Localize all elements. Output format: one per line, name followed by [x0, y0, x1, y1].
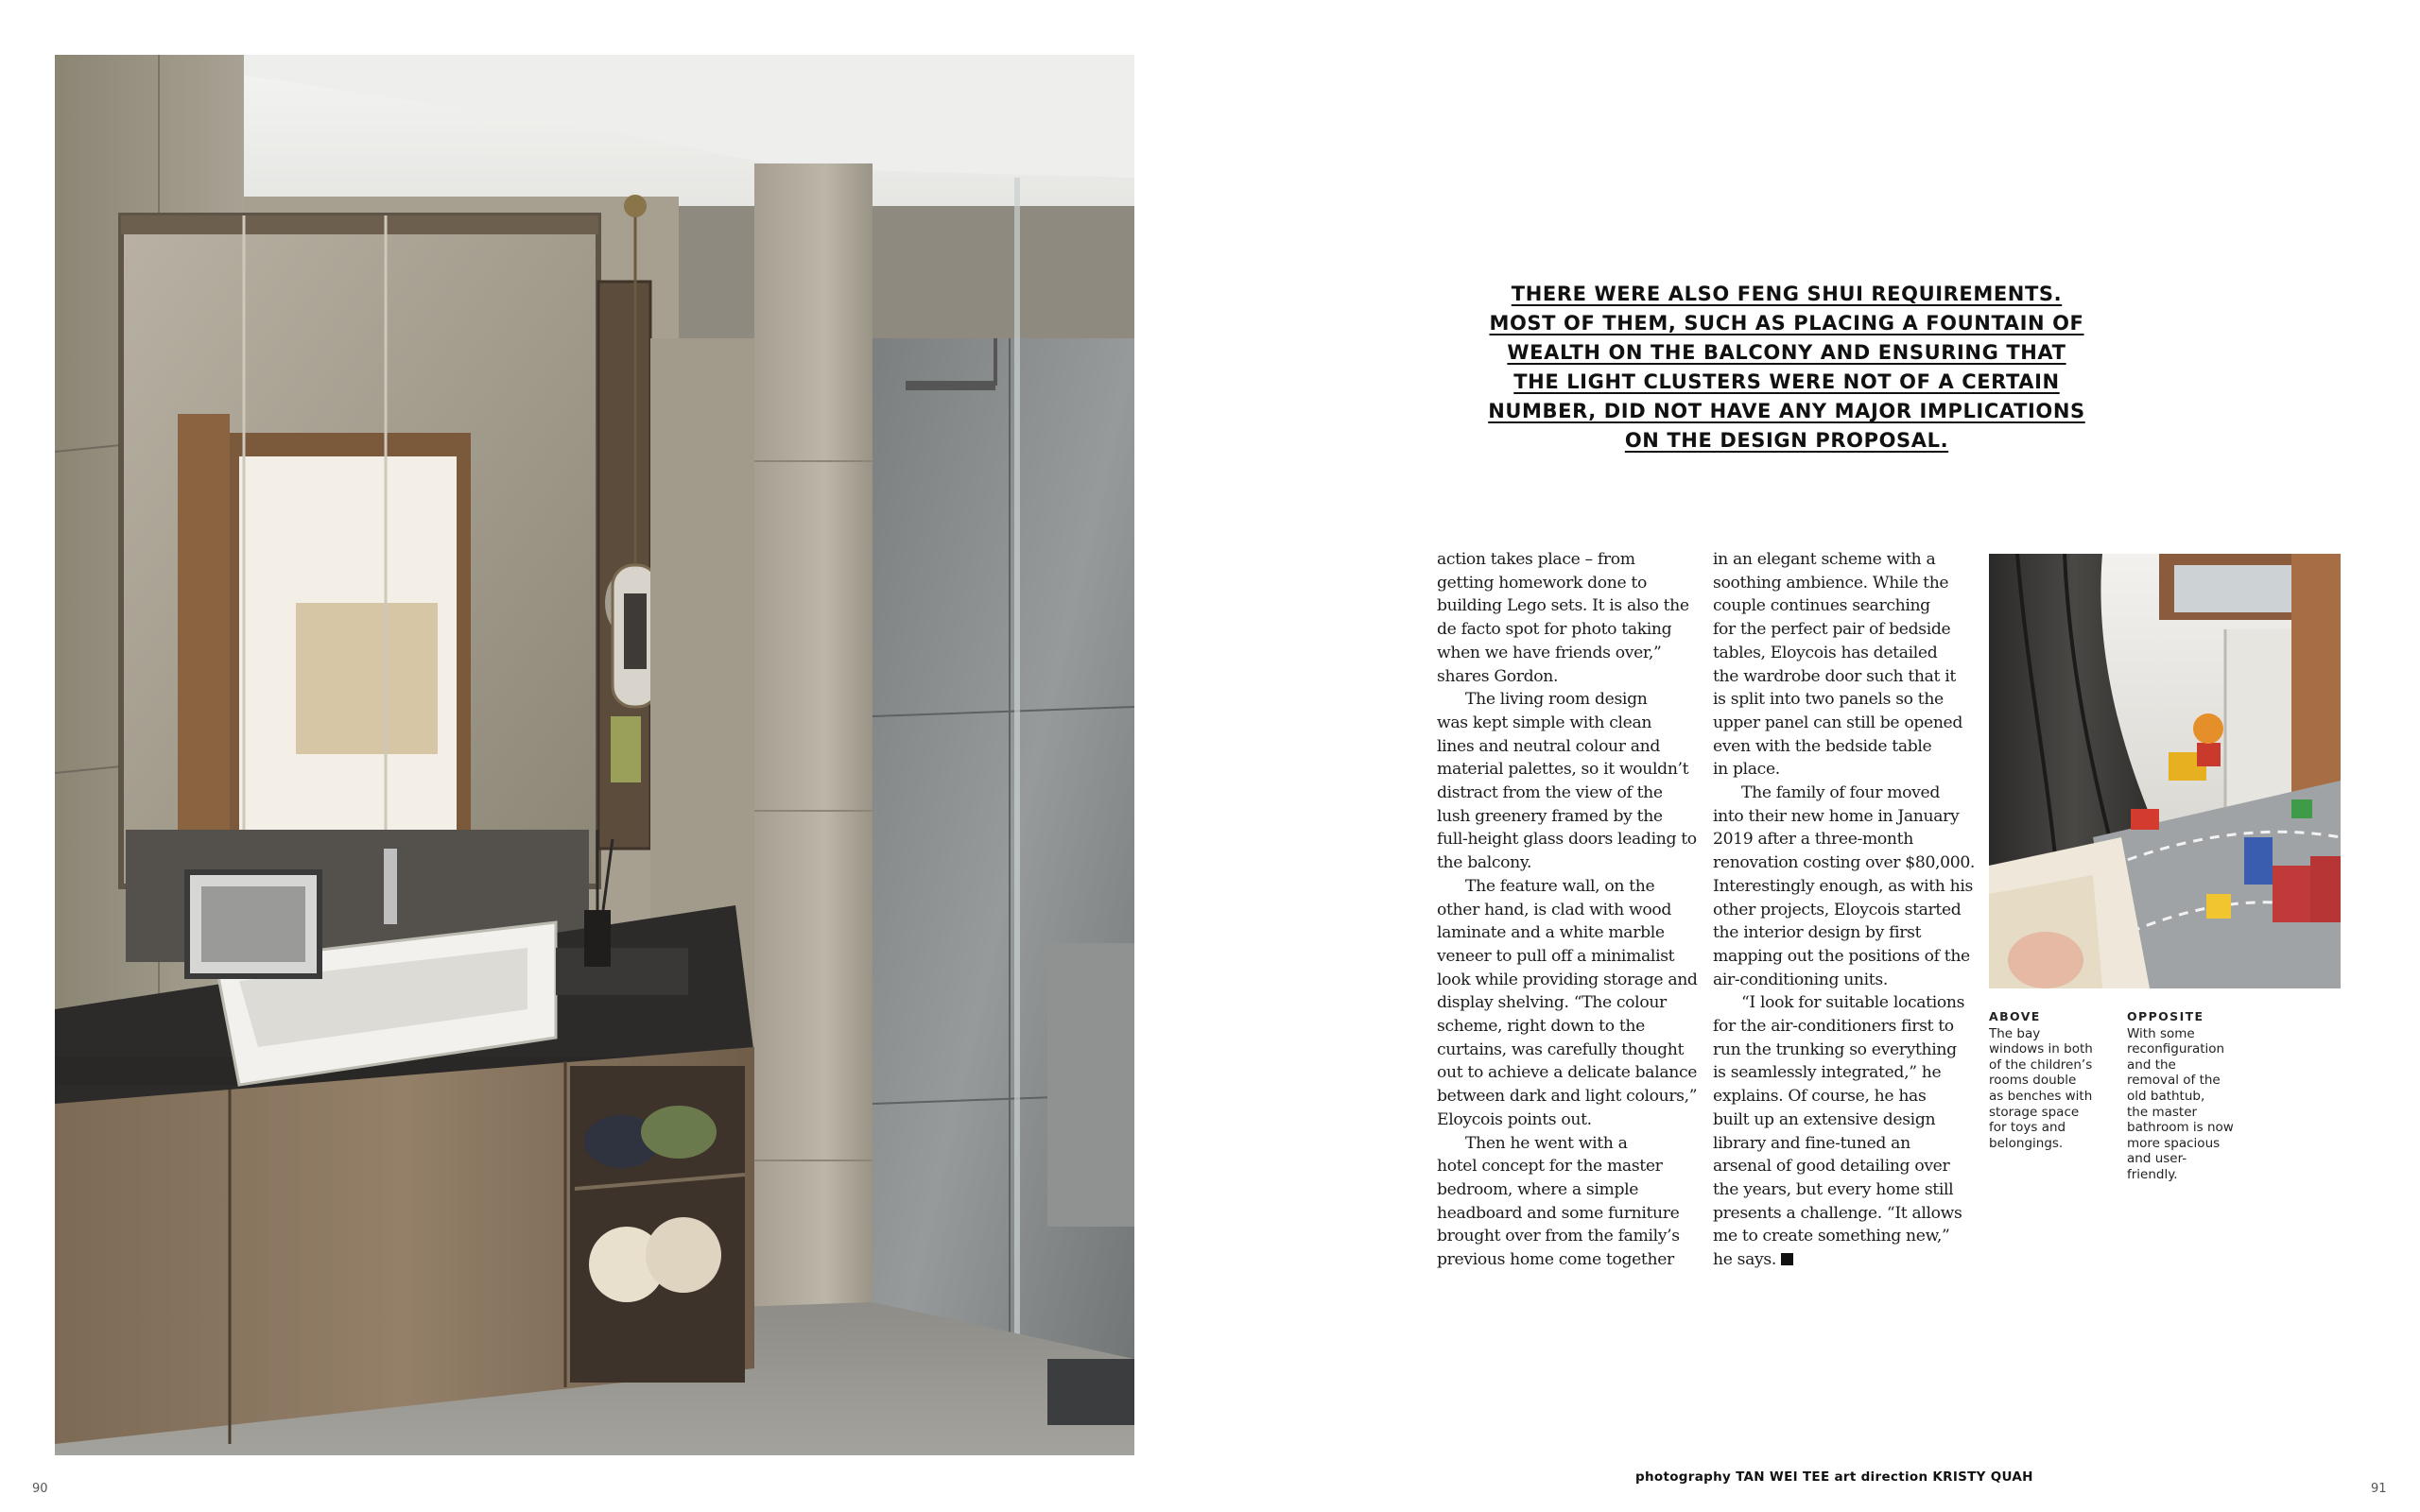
- body-line: scheme, right down to the: [1437, 1017, 1645, 1037]
- body-line: lines and neutral colour and: [1437, 736, 1661, 756]
- caption-line: reconfiguration: [2127, 1041, 2225, 1057]
- body-line: renovation costing over $80,000.: [1713, 853, 1976, 873]
- caption-label: OPPOSITE: [2127, 1009, 2204, 1023]
- body-line: laminate and a white marble: [1437, 923, 1665, 943]
- caption-line: The bay: [1989, 1025, 2041, 1041]
- body-line: building Lego sets. It is also the: [1437, 596, 1689, 616]
- body-line: between dark and light colours,”: [1437, 1087, 1698, 1107]
- body-line: de facto spot for photo taking: [1437, 620, 1672, 640]
- body-line: display shelving. “The colour: [1437, 993, 1667, 1013]
- caption-line: for toys and: [1989, 1120, 2066, 1136]
- body-line: material palettes, so it wouldn’t: [1437, 760, 1689, 780]
- body-line: library and fine-tuned an: [1713, 1133, 1910, 1153]
- body-line: “I look for suitable locations: [1741, 993, 1965, 1013]
- body-line: The feature wall, on the: [1465, 876, 1655, 896]
- body-line: air-conditioning units.: [1713, 970, 1888, 989]
- body-line: other projects, Eloycois started: [1713, 900, 1962, 919]
- pull-quote-line: NUMBER, DID NOT HAVE ANY MAJOR IMPLICATIONS: [1488, 400, 2085, 422]
- body-line: other hand, is clad with wood: [1437, 900, 1672, 919]
- body-line: upper panel can still be opened: [1713, 713, 1963, 732]
- lego-city-photo: [1989, 554, 2341, 988]
- bathroom-photo: [55, 55, 1134, 1455]
- body-line: into their new home in January: [1713, 806, 1960, 826]
- body-line-final: [1713, 1248, 1982, 1272]
- body-line: full-height glass doors leading to: [1437, 830, 1697, 850]
- caption-line: as benches with: [1989, 1088, 2093, 1104]
- body-line: for the perfect pair of bedside: [1713, 620, 1951, 640]
- body-line: is seamlessly integrated,” he: [1713, 1063, 1942, 1083]
- body-line-final-text: he says.: [1713, 1250, 1776, 1270]
- caption-line: the master: [2127, 1104, 2198, 1120]
- body-line: the balcony.: [1437, 853, 1532, 873]
- page-number-left: 90: [32, 1482, 48, 1496]
- body-line: getting homework done to: [1437, 573, 1647, 593]
- body-line: the years, but every home still: [1713, 1179, 1954, 1199]
- body-line: hotel concept for the master: [1437, 1157, 1663, 1177]
- body-line: curtains, was carefully thought: [1437, 1040, 1685, 1059]
- body-line: is split into two panels so the: [1713, 690, 1944, 710]
- body-line: distract from the view of the: [1437, 783, 1663, 803]
- body-line: couple continues searching: [1713, 596, 1930, 616]
- caption-line: friendly.: [2127, 1166, 2178, 1182]
- body-line: arsenal of good detailing over: [1713, 1157, 1950, 1177]
- page-number-right: 91: [2371, 1482, 2387, 1496]
- body-line: explains. Of course, he has: [1713, 1087, 1927, 1107]
- body-line: The living room design: [1465, 690, 1648, 710]
- pull-quote-line: ON THE DESIGN PROPOSAL.: [1624, 429, 1949, 452]
- body-line: in place.: [1713, 760, 1780, 780]
- caption-text: [2127, 1026, 2246, 1183]
- body-line: bedroom, where a simple: [1437, 1179, 1639, 1199]
- body-line: shares Gordon.: [1437, 666, 1559, 686]
- pull-quote-line: WEALTH ON THE BALCONY AND ENSURING THAT: [1507, 341, 2066, 364]
- body-line: run the trunking so everything: [1713, 1040, 1957, 1059]
- body-line: in an elegant scheme with a: [1713, 550, 1936, 569]
- body-line: Then he went with a: [1465, 1133, 1628, 1153]
- caption-line: With some: [2127, 1025, 2195, 1041]
- caption-line: of the children’s: [1989, 1057, 2093, 1073]
- caption-opposite: [2127, 1009, 2246, 1183]
- body-line: mapping out the positions of the: [1713, 946, 1970, 966]
- body-line: tables, Eloycois has detailed: [1713, 643, 1938, 662]
- body-line: even with the bedside table: [1713, 736, 1932, 756]
- caption-line: and the: [2127, 1057, 2176, 1073]
- body-line: was kept simple with clean: [1437, 713, 1652, 732]
- caption-line: rooms double: [1989, 1073, 2077, 1089]
- body-line: soothing ambience. While the: [1713, 573, 1949, 593]
- pull-quote-line: MOST OF THEM, SUCH AS PLACING A FOUNTAIN OF: [1489, 312, 2084, 335]
- body-line: me to create something new,”: [1713, 1227, 1950, 1246]
- body-line: veneer to pull off a minimalist: [1437, 946, 1675, 966]
- body-line: brought over from the family’s: [1437, 1227, 1680, 1246]
- caption-line: bathroom is now: [2127, 1120, 2234, 1136]
- body-line: the interior design by first: [1713, 923, 1922, 943]
- pull-quote-line: THE LIGHT CLUSTERS WERE NOT OF A CERTAIN: [1513, 370, 2060, 393]
- caption-text: [1989, 1026, 2112, 1152]
- body-line: 2019 after a three-month: [1713, 830, 1913, 850]
- body-line: lush greenery framed by the: [1437, 806, 1663, 826]
- body-line: presents a challenge. “It allows: [1713, 1203, 1962, 1223]
- caption-line: old bathtub,: [2127, 1088, 2205, 1104]
- pull-quote: [1456, 280, 2118, 455]
- body-line: previous home come together: [1437, 1250, 1674, 1270]
- body-line: when we have friends over,”: [1437, 643, 1662, 662]
- body-line: built up an extensive design: [1713, 1109, 1936, 1129]
- caption-line: windows in both: [1989, 1041, 2093, 1057]
- body-line: Interestingly enough, as with his: [1713, 876, 1973, 896]
- body-line: action takes place – from: [1437, 550, 1635, 569]
- caption-label: ABOVE: [1989, 1009, 2041, 1023]
- caption-line: belongings.: [1989, 1135, 2064, 1151]
- body-line: the wardrobe door such that it: [1713, 666, 1956, 686]
- body-line: out to achieve a delicate balance: [1437, 1063, 1698, 1083]
- caption-line: removal of the: [2127, 1073, 2221, 1089]
- caption-line: storage space: [1989, 1104, 2080, 1120]
- body-line: Eloycois points out.: [1437, 1109, 1592, 1129]
- body-column-1: [1437, 548, 1706, 1272]
- body-line: for the air-conditioners first to: [1713, 1017, 1954, 1037]
- body-line: look while providing storage and: [1437, 970, 1698, 989]
- caption-line: and user-: [2127, 1151, 2187, 1167]
- end-mark-icon: [1781, 1253, 1793, 1265]
- photo-credits: photography TAN WEI TEE art direction KRISTY QUAH: [1635, 1469, 2033, 1485]
- pull-quote-line: THERE WERE ALSO FENG SHUI REQUIREMENTS.: [1511, 283, 2063, 305]
- caption-above: [1989, 1009, 2112, 1151]
- caption-line: more spacious: [2127, 1135, 2221, 1151]
- body-column-2: [1713, 548, 1982, 1272]
- body-line: The family of four moved: [1741, 783, 1941, 803]
- body-line: headboard and some furniture: [1437, 1203, 1680, 1223]
